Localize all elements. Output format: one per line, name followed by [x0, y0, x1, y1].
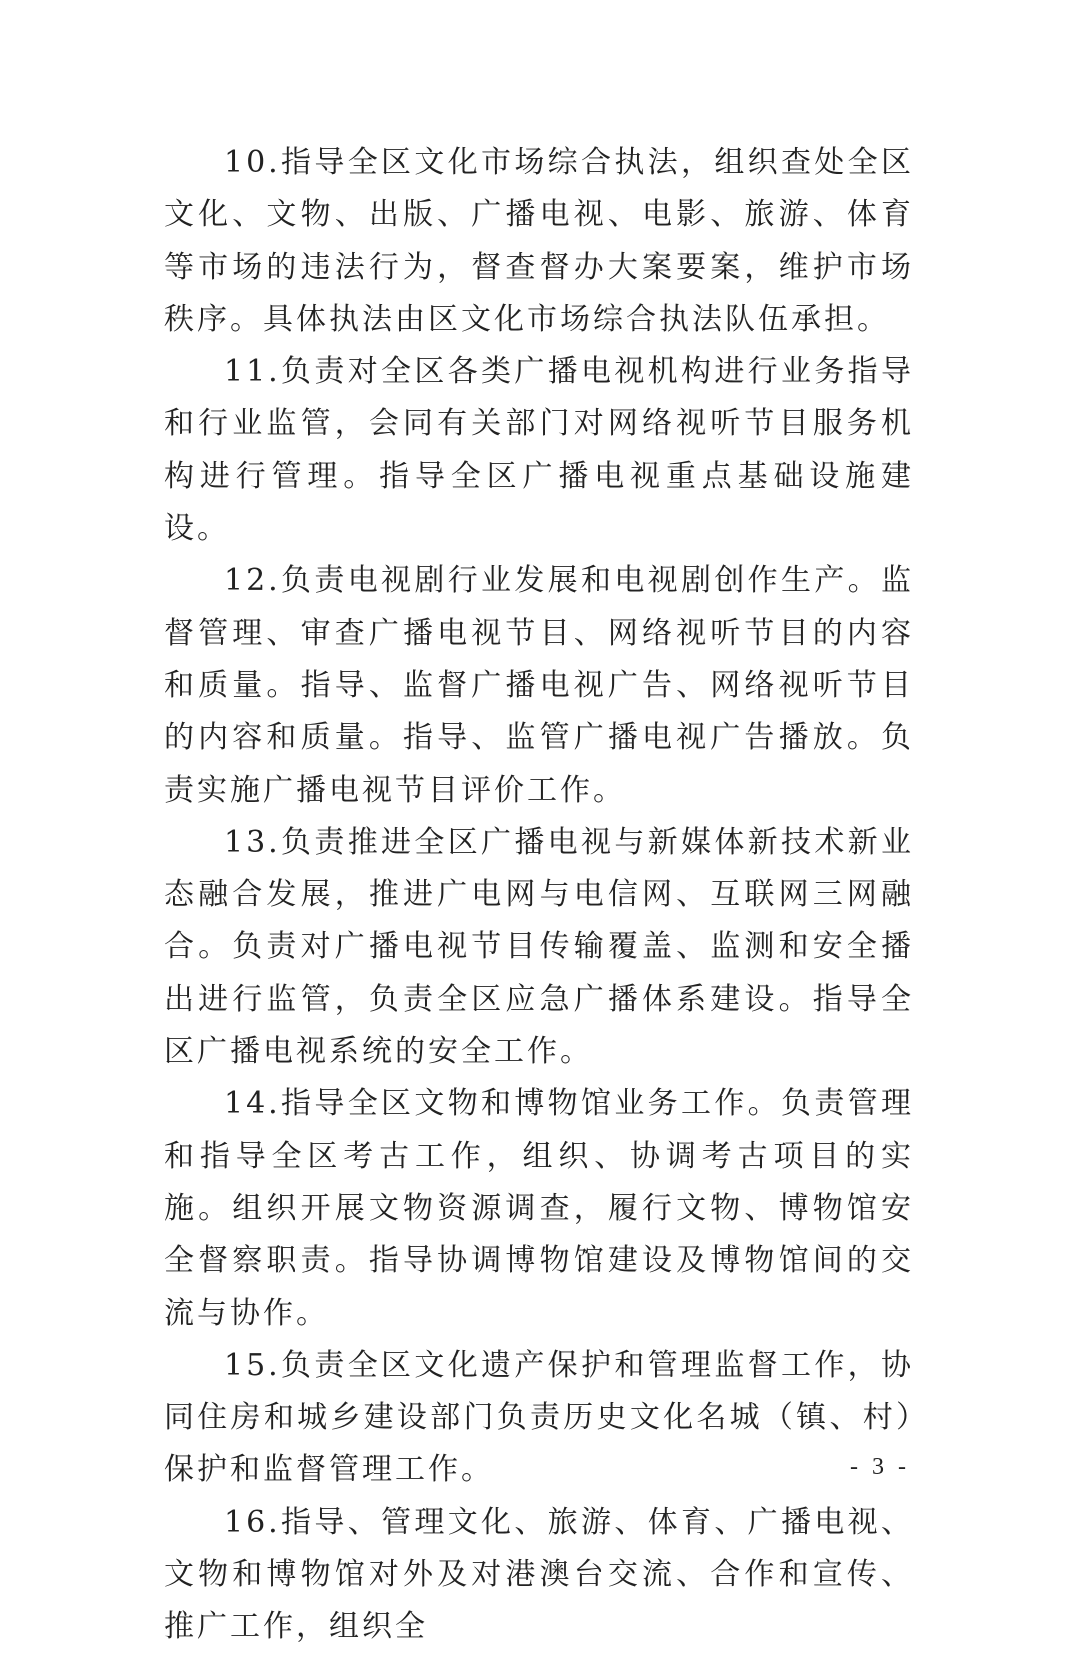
paragraph-10: 10.指导全区文化市场综合执法，组织查处全区文化、文物、出版、广播电视、电影、旅游、体育等市场的违法行为，督查督办大案要案，维护市场秩序。具体执法由区文化市场综合执法队伍承担。: [164, 145, 914, 337]
paragraph-14: 14.指导全区文物和博物馆业务工作。负责管理和指导全区考古工作，组织、协调考古项目的实施。组织开展文物资源调查，履行文物、博物馆安全督察职责。指导协调博物馆建设及博物馆间的交流与协作。: [164, 1086, 914, 1331]
paragraph-12: 12.负责电视剧行业发展和电视剧创作生产。监督管理、审查广播电视节目、网络视听节目的内容和质量。指导、监督广播电视广告、网络视听节目的内容和质量。指导、监管广播电视广告播放。负责实施广播电视节目评价工作。: [164, 563, 914, 808]
paragraph-11: 11.负责对全区各类广播电视机构进行业务指导和行业监管，会同有关部门对网络视听节目服务机构进行管理。指导全区广播电视重点基础设施建设。: [164, 354, 914, 547]
paragraph-15: 15.负责全区文化遗产保护和管理监督工作，协同住房和城乡建设部门负责历史文化名城（镇、村）保护和监督管理工作。: [164, 1347, 914, 1488]
body-text: [164, 137, 914, 1654]
paragraph-13: 13.负责推进全区广播电视与新媒体新技术新业态融合发展，推进广电网与电信网、互联网三网融合。负责对广播电视节目传输覆盖、监测和安全播出进行监管，负责全区应急广播体系建设。指导全区广播电视系统的安全工作。: [164, 824, 914, 1070]
paragraph-16: 16.指导、管理文化、旅游、体育、广播电视、文物和博物馆对外及对港澳台交流、合作和宣传、推广工作，组织全: [164, 1504, 914, 1645]
page-number: - 3 -: [850, 1454, 910, 1480]
